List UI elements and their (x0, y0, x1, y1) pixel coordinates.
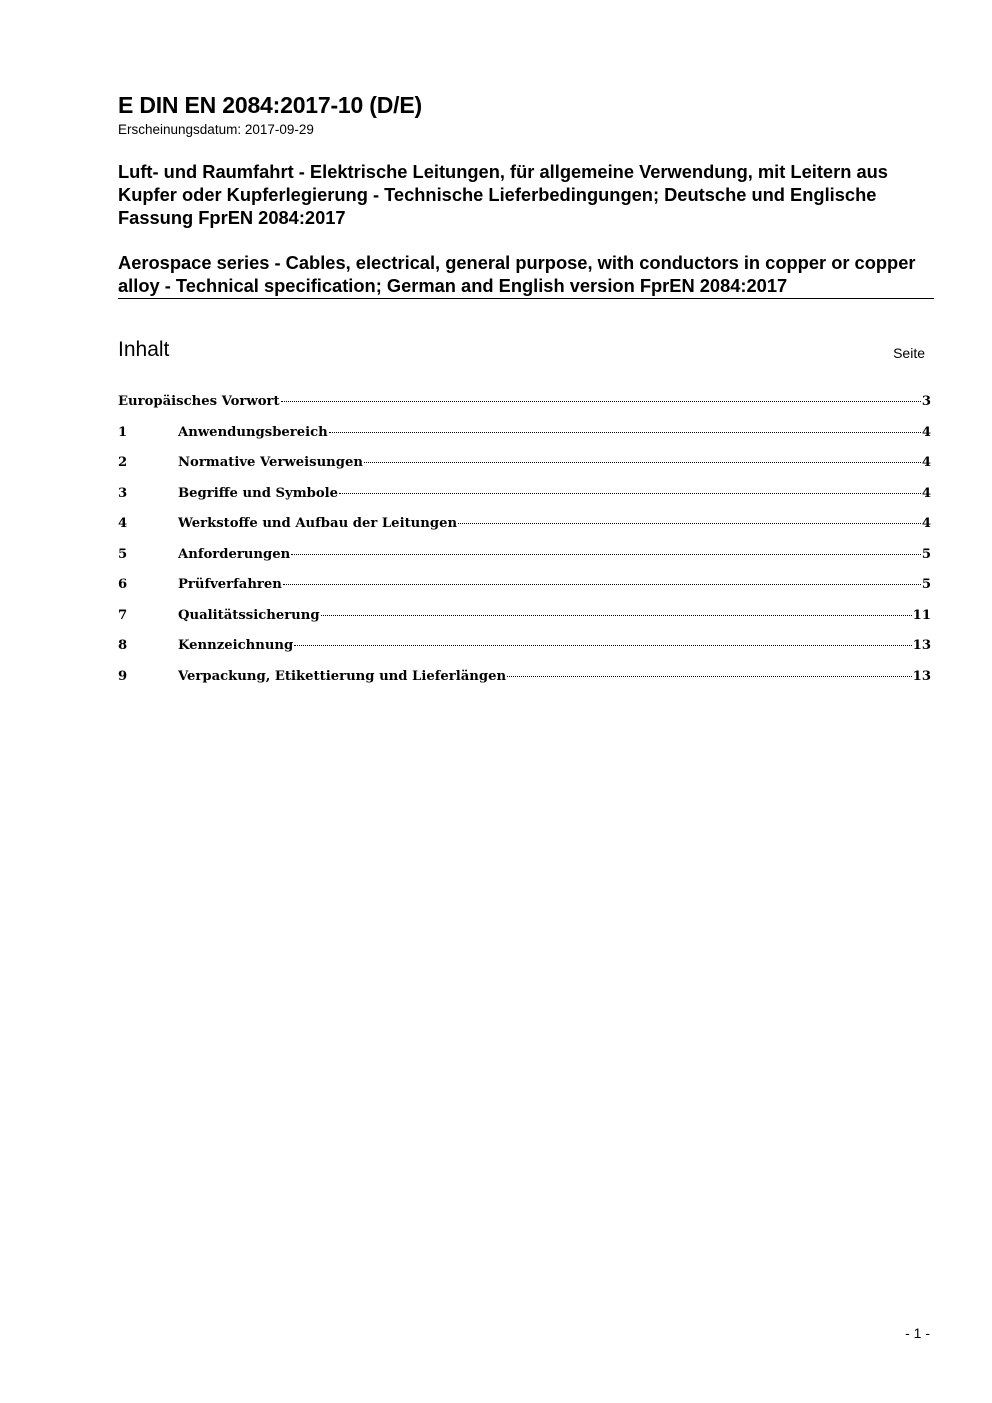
toc-entry-page: 4 (921, 516, 931, 531)
toc-entry[interactable] (118, 577, 931, 608)
toc-page-column-label: Seite (893, 345, 925, 361)
toc-entry-number: 6 (118, 577, 128, 592)
toc-leader-dots (291, 554, 921, 555)
toc-entry[interactable] (118, 547, 931, 578)
title-divider (118, 298, 934, 299)
toc-entry-title: Verpackung, Etikettierung und Lieferlängen (178, 668, 507, 684)
toc-entry-number: 2 (118, 455, 128, 470)
toc-entry-title: Werkstoffe und Aufbau der Leitungen (178, 516, 458, 531)
toc-leader-dots (458, 523, 921, 524)
toc-entry-title: Anwendungsbereich (178, 424, 328, 440)
toc-entry[interactable] (118, 425, 931, 456)
toc-entry[interactable] (118, 455, 931, 486)
toc-entry-page: 4 (921, 455, 931, 470)
toc-entry-number: 8 (118, 638, 128, 653)
toc-entry-title: Begriffe und Symbole (178, 485, 339, 501)
toc-entry-title: Normative Verweisungen (178, 455, 363, 470)
page-number: - 1 - (905, 1325, 930, 1341)
toc-leader-dots (281, 401, 921, 402)
toc-entry-page: 5 (921, 546, 931, 562)
toc-entry-number: 9 (118, 668, 128, 684)
toc-entry-page: 13 (912, 638, 931, 653)
toc-leader-dots (321, 615, 912, 616)
toc-entry-title: Kennzeichnung (178, 638, 294, 653)
toc-entry-title: Europäisches Vorwort (118, 394, 280, 409)
toc-entry-page: 4 (921, 424, 931, 440)
toc-entry-number: 5 (118, 546, 128, 562)
toc-entry[interactable] (118, 486, 931, 517)
toc-leader-dots (329, 432, 921, 433)
toc-entry-title: Anforderungen (178, 546, 291, 562)
table-of-contents (118, 394, 931, 699)
publication-date: Erscheinungsdatum: 2017-09-29 (118, 122, 314, 137)
toc-entry-number: 7 (118, 607, 128, 623)
toc-entry[interactable] (118, 608, 931, 639)
toc-entry-number: 4 (118, 516, 128, 531)
toc-entry-title: Prüfverfahren (178, 577, 282, 592)
toc-entry-page: 4 (921, 485, 931, 501)
toc-entry-number: 1 (118, 424, 128, 440)
toc-entry[interactable] (118, 394, 931, 425)
toc-leader-dots (283, 584, 921, 585)
toc-entry-page: 11 (912, 607, 931, 623)
title-english: Aerospace series - Cables, electrical, general purpose, with conductors in copper or copper alloy - Technical specification; German and English version FprEN 2084:2017 (118, 252, 916, 296)
toc-entry[interactable] (118, 516, 931, 547)
toc-leader-dots (507, 676, 912, 677)
toc-entry[interactable] (118, 638, 931, 669)
title-german: Luft- und Raumfahrt - Elektrische Leitungen, für allgemeine Verwendung, mit Leitern aus Kupfer oder Kupferlegierung - Technische Lieferbedingungen; Deutsche und Englische Fassung FprEN 2084:2017 (118, 161, 888, 228)
toc-heading: Inhalt (118, 338, 170, 361)
toc-entry-number: 3 (118, 485, 128, 501)
document-id: E DIN EN 2084:2017-10 (D/E) (118, 92, 422, 118)
toc-entry-page: 13 (912, 668, 931, 684)
toc-leader-dots (294, 645, 911, 646)
toc-entry-title: Qualitätssicherung (178, 607, 320, 623)
toc-leader-dots (339, 493, 921, 494)
toc-entry[interactable] (118, 669, 931, 700)
toc-entry-page: 5 (921, 577, 931, 592)
toc-leader-dots (364, 462, 921, 463)
toc-entry-page: 3 (921, 394, 931, 409)
